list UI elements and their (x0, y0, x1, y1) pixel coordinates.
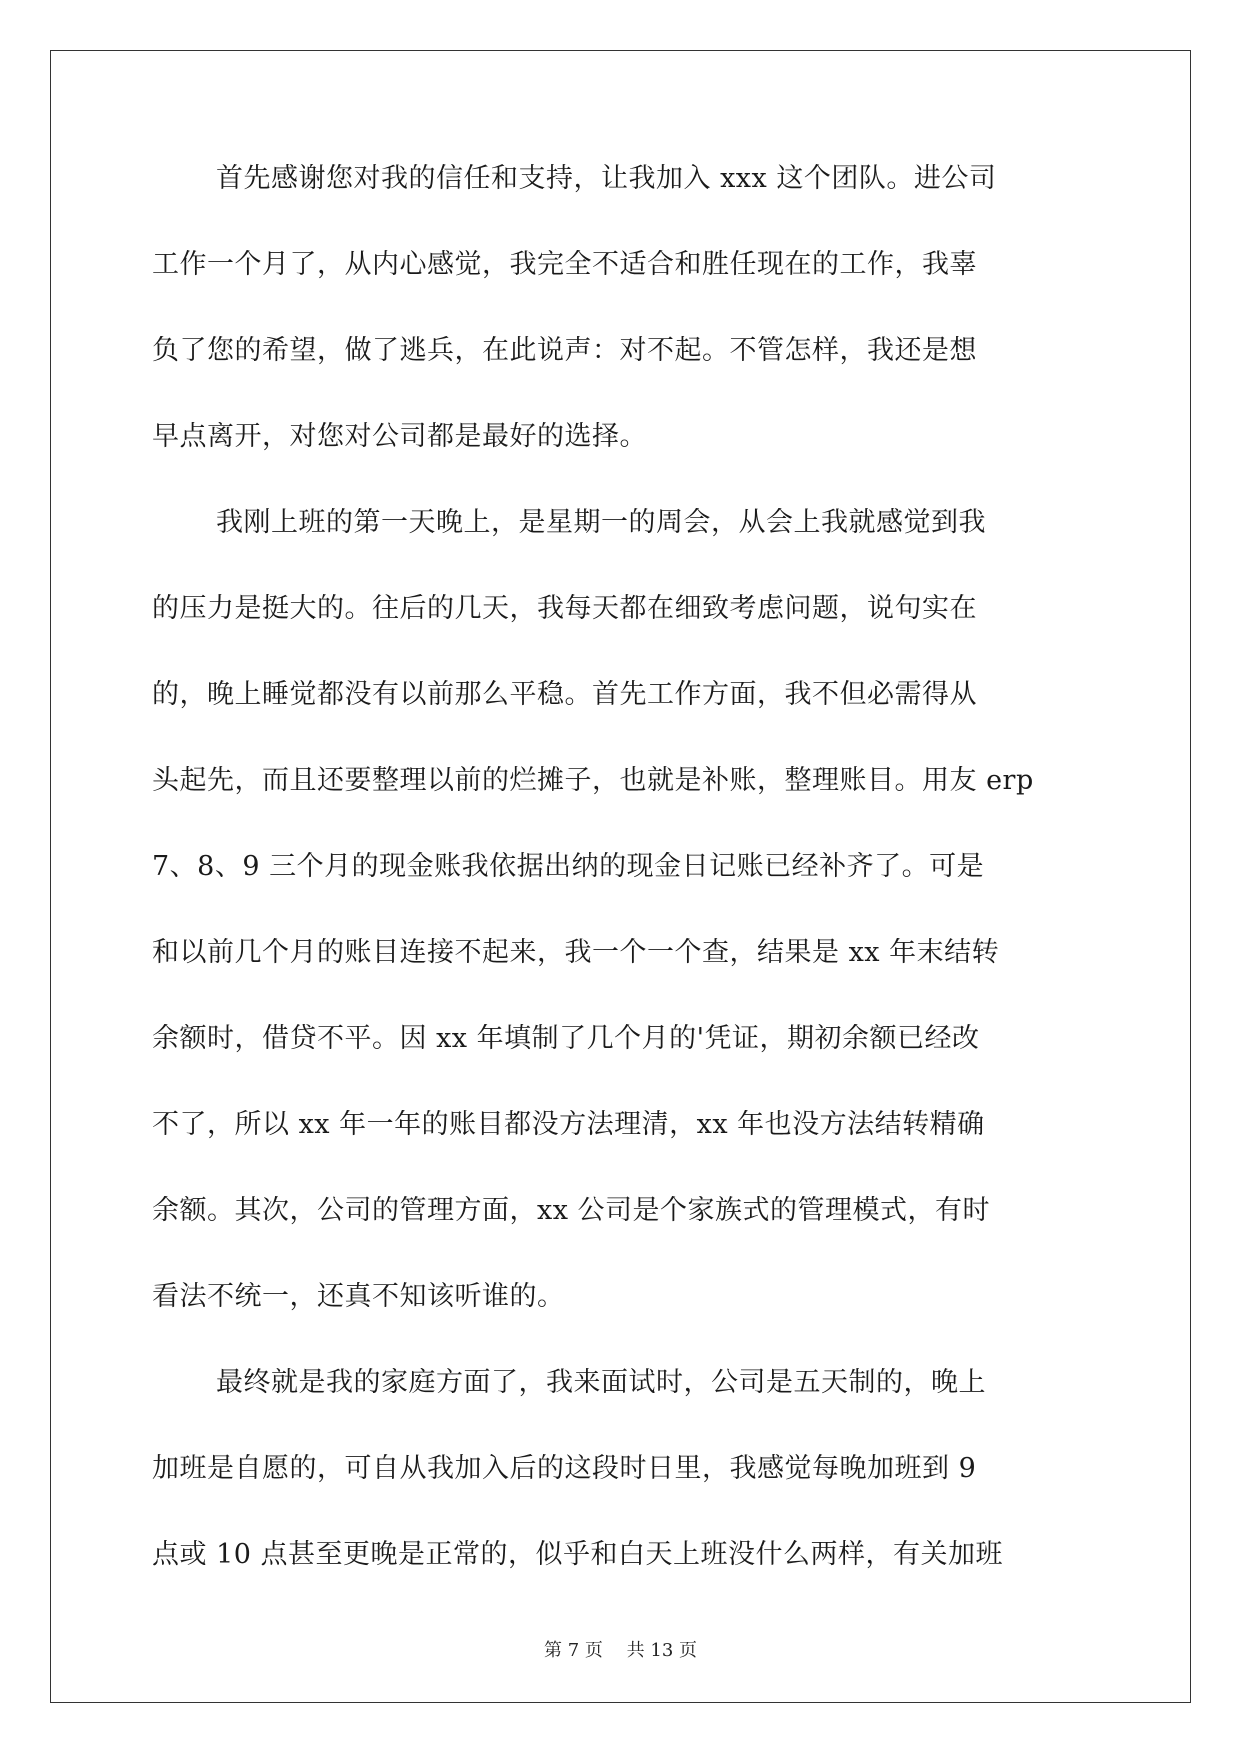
text-line: 最终就是我的家庭方面了，我来面试时，公司是五天制的，晚上 (216, 1368, 986, 1398)
text-line: 不了，所以 xx 年一年的账目都没方法理清，xx 年也没方法结转精确 (152, 1110, 985, 1140)
page-total: 共 13 页 (626, 1640, 697, 1661)
text-line: 余额时，借贷不平。因 xx 年填制了几个月的'凭证，期初余额已经改 (152, 1024, 980, 1054)
text-line: 7、8、9 三个月的现金账我依据出纳的现金日记账已经补齐了。可是 (152, 852, 985, 882)
text-line: 点或 10 点甚至更晚是正常的，似乎和白天上班没什么两样，有关加班 (152, 1540, 1004, 1570)
text-line: 头起先，而且还要整理以前的烂摊子，也就是补账，整理账目。用友 erp (152, 766, 1034, 796)
text-line: 早点离开，对您对公司都是最好的选择。 (152, 422, 647, 452)
text-line: 的压力是挺大的。往后的几天，我每天都在细致考虑问题，说句实在 (152, 594, 977, 624)
text-line: 加班是自愿的，可自从我加入后的这段时日里，我感觉每晚加班到 9 (152, 1454, 977, 1484)
text-line: 看法不统一，还真不知该听谁的。 (152, 1282, 565, 1312)
text-line: 和以前几个月的账目连接不起来，我一个一个查，结果是 xx 年末结转 (152, 938, 1000, 968)
text-line: 余额。其次，公司的管理方面，xx 公司是个家族式的管理模式，有时 (152, 1196, 991, 1226)
text-line: 我刚上班的第一天晚上，是星期一的周会，从会上我就感觉到我 (216, 508, 986, 538)
document-body (152, 164, 1088, 1626)
text-line: 首先感谢您对我的信任和支持，让我加入 xxx 这个团队。进公司 (216, 164, 997, 194)
page-footer (0, 1636, 1241, 1662)
text-line: 工作一个月了，从内心感觉，我完全不适合和胜任现在的工作，我辜 (152, 250, 977, 280)
page-number: 第 7 页 (544, 1640, 603, 1661)
text-line: 负了您的希望，做了逃兵，在此说声：对不起。不管怎样，我还是想 (152, 336, 977, 366)
text-line: 的，晚上睡觉都没有以前那么平稳。首先工作方面，我不但必需得从 (152, 680, 977, 710)
